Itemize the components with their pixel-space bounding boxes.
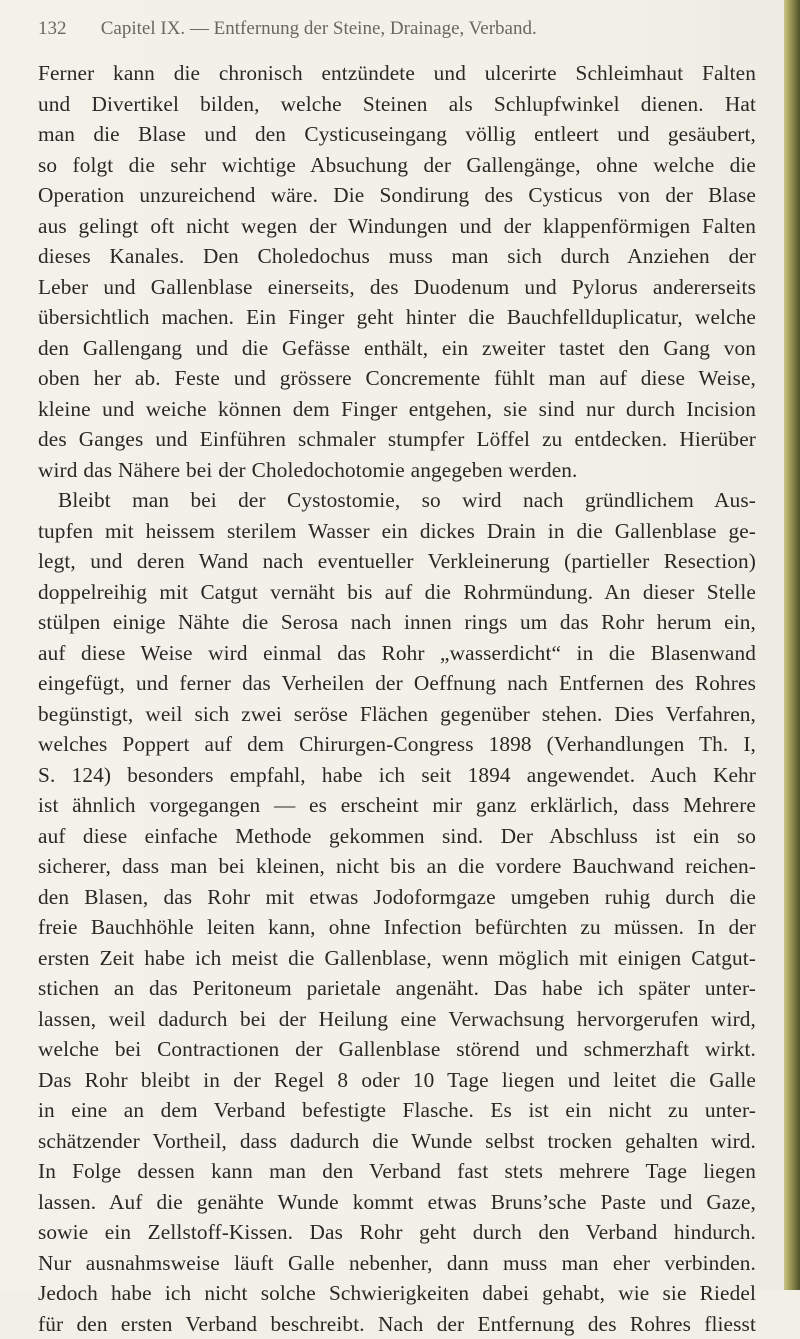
page-header <box>38 18 758 46</box>
text-line: Ferner kann die chronisch entzündete und ulcerirte Schleimhaut Falten <box>38 58 756 89</box>
text-line: man die Blase und den Cysticuseingang völlig entleert und gesäubert, <box>38 119 756 150</box>
page-number: 132 <box>38 18 96 40</box>
text-line: Jedoch habe ich nicht solche Schwierigkeiten dabei gehabt, wie sie Riedel <box>38 1278 756 1309</box>
text-line: kleine und weiche können dem Finger entgehen, sie sind nur durch Incision <box>38 394 756 425</box>
page-edge <box>784 0 800 1290</box>
text-line: so folgt die sehr wichtige Absuchung der Gallengänge, ohne welche die <box>38 150 756 181</box>
text-line: welche bei Contractionen der Gallenblase störend und schmerzhaft wirkt. <box>38 1034 756 1065</box>
text-line: übersichtlich machen. Ein Finger geht hinter die Bauchfellduplicatur, welche <box>38 302 756 333</box>
text-line-paragraph-start: Bleibt man bei der Cystostomie, so wird nach gründlichem Aus- <box>38 485 756 516</box>
text-line: doppelreihig mit Catgut vernäht bis auf die Rohrmündung. An dieser Stelle <box>38 577 756 608</box>
text-line: ersten Zeit habe ich meist die Gallenblase, wenn möglich mit einigen Catgut- <box>38 943 756 974</box>
text-line: auf diese einfache Methode gekommen sind. Der Abschluss ist ein so <box>38 821 756 852</box>
text-line-paragraph-end: wird das Nähere bei der Choledochotomie angegeben werden. <box>38 455 756 486</box>
text-line: lassen. Auf die genähte Wunde kommt etwas Bruns’sche Paste und Gaze, <box>38 1187 756 1218</box>
text-line: freie Bauchhöhle leiten kann, ohne Infection befürchten zu müssen. In der <box>38 912 756 943</box>
text-line: ist ähnlich vorgegangen — es erscheint mir ganz erklärlich, dass Mehrere <box>38 790 756 821</box>
running-head: Capitel IX. — Entfernung der Steine, Drainage, Verband. <box>101 18 537 40</box>
text-line: In Folge dessen kann man den Verband fast stets mehrere Tage liegen <box>38 1156 756 1187</box>
text-line: dieses Kanales. Den Choledochus muss man sich durch Anziehen der <box>38 241 756 272</box>
text-line: den Gallengang und die Gefässe enthält, ein zweiter tastet den Gang von <box>38 333 756 364</box>
text-line: sicherer, dass man bei kleinen, nicht bis an die vordere Bauchwand reichen- <box>38 851 756 882</box>
text-line: lassen, weil dadurch bei der Heilung eine Verwachsung hervorgerufen wird, <box>38 1004 756 1035</box>
text-line: in eine an dem Verband befestigte Flasche. Es ist ein nicht zu unter- <box>38 1095 756 1126</box>
text-line: tupfen mit heissem sterilem Wasser ein dickes Drain in die Gallenblase ge- <box>38 516 756 547</box>
body-text <box>38 58 756 1339</box>
text-line: S. 124) besonders empfahl, habe ich seit 1894 angewendet. Auch Kehr <box>38 760 756 791</box>
text-line: Nur ausnahmsweise läuft Galle nebenher, dann muss man eher verbinden. <box>38 1248 756 1279</box>
text-line: schätzender Vortheil, dass dadurch die Wunde selbst trocken gehalten wird. <box>38 1126 756 1157</box>
text-line: sowie ein Zellstoff-Kissen. Das Rohr geht durch den Verband hindurch. <box>38 1217 756 1248</box>
text-line: für den ersten Verband beschreibt. Nach der Entfernung des Rohres fliesst <box>38 1309 756 1339</box>
text-line: oben her ab. Feste und grössere Concremente fühlt man auf diese Weise, <box>38 363 756 394</box>
text-line: des Ganges und Einführen schmaler stumpfer Löffel zu entdecken. Hierüber <box>38 424 756 455</box>
text-line: aus gelingt oft nicht wegen der Windungen und der klappenförmigen Falten <box>38 211 756 242</box>
text-line: auf diese Weise wird einmal das Rohr „wasserdicht“ in die Blasenwand <box>38 638 756 669</box>
text-line: begünstigt, weil sich zwei seröse Flächen gegenüber stehen. Dies Verfahren, <box>38 699 756 730</box>
text-line: Leber und Gallenblase einerseits, des Duodenum und Pylorus andererseits <box>38 272 756 303</box>
text-line: den Blasen, das Rohr mit etwas Jodoformgaze umgeben ruhig durch die <box>38 882 756 913</box>
text-line: stichen an das Peritoneum parietale angenäht. Das habe ich später unter- <box>38 973 756 1004</box>
text-line: und Divertikel bilden, welche Steinen als Schlupfwinkel dienen. Hat <box>38 89 756 120</box>
text-line: stülpen einige Nähte die Serosa nach innen rings um das Rohr herum ein, <box>38 607 756 638</box>
text-line: eingefügt, und ferner das Verheilen der Oeffnung nach Entfernen des Rohres <box>38 668 756 699</box>
text-line: Operation unzureichend wäre. Die Sondirung des Cysticus von der Blase <box>38 180 756 211</box>
text-line: welches Poppert auf dem Chirurgen-Congress 1898 (Verhandlungen Th. I, <box>38 729 756 760</box>
text-line: Das Rohr bleibt in der Regel 8 oder 10 Tage liegen und leitet die Galle <box>38 1065 756 1096</box>
text-line: legt, und deren Wand nach eventueller Verkleinerung (partieller Resection) <box>38 546 756 577</box>
